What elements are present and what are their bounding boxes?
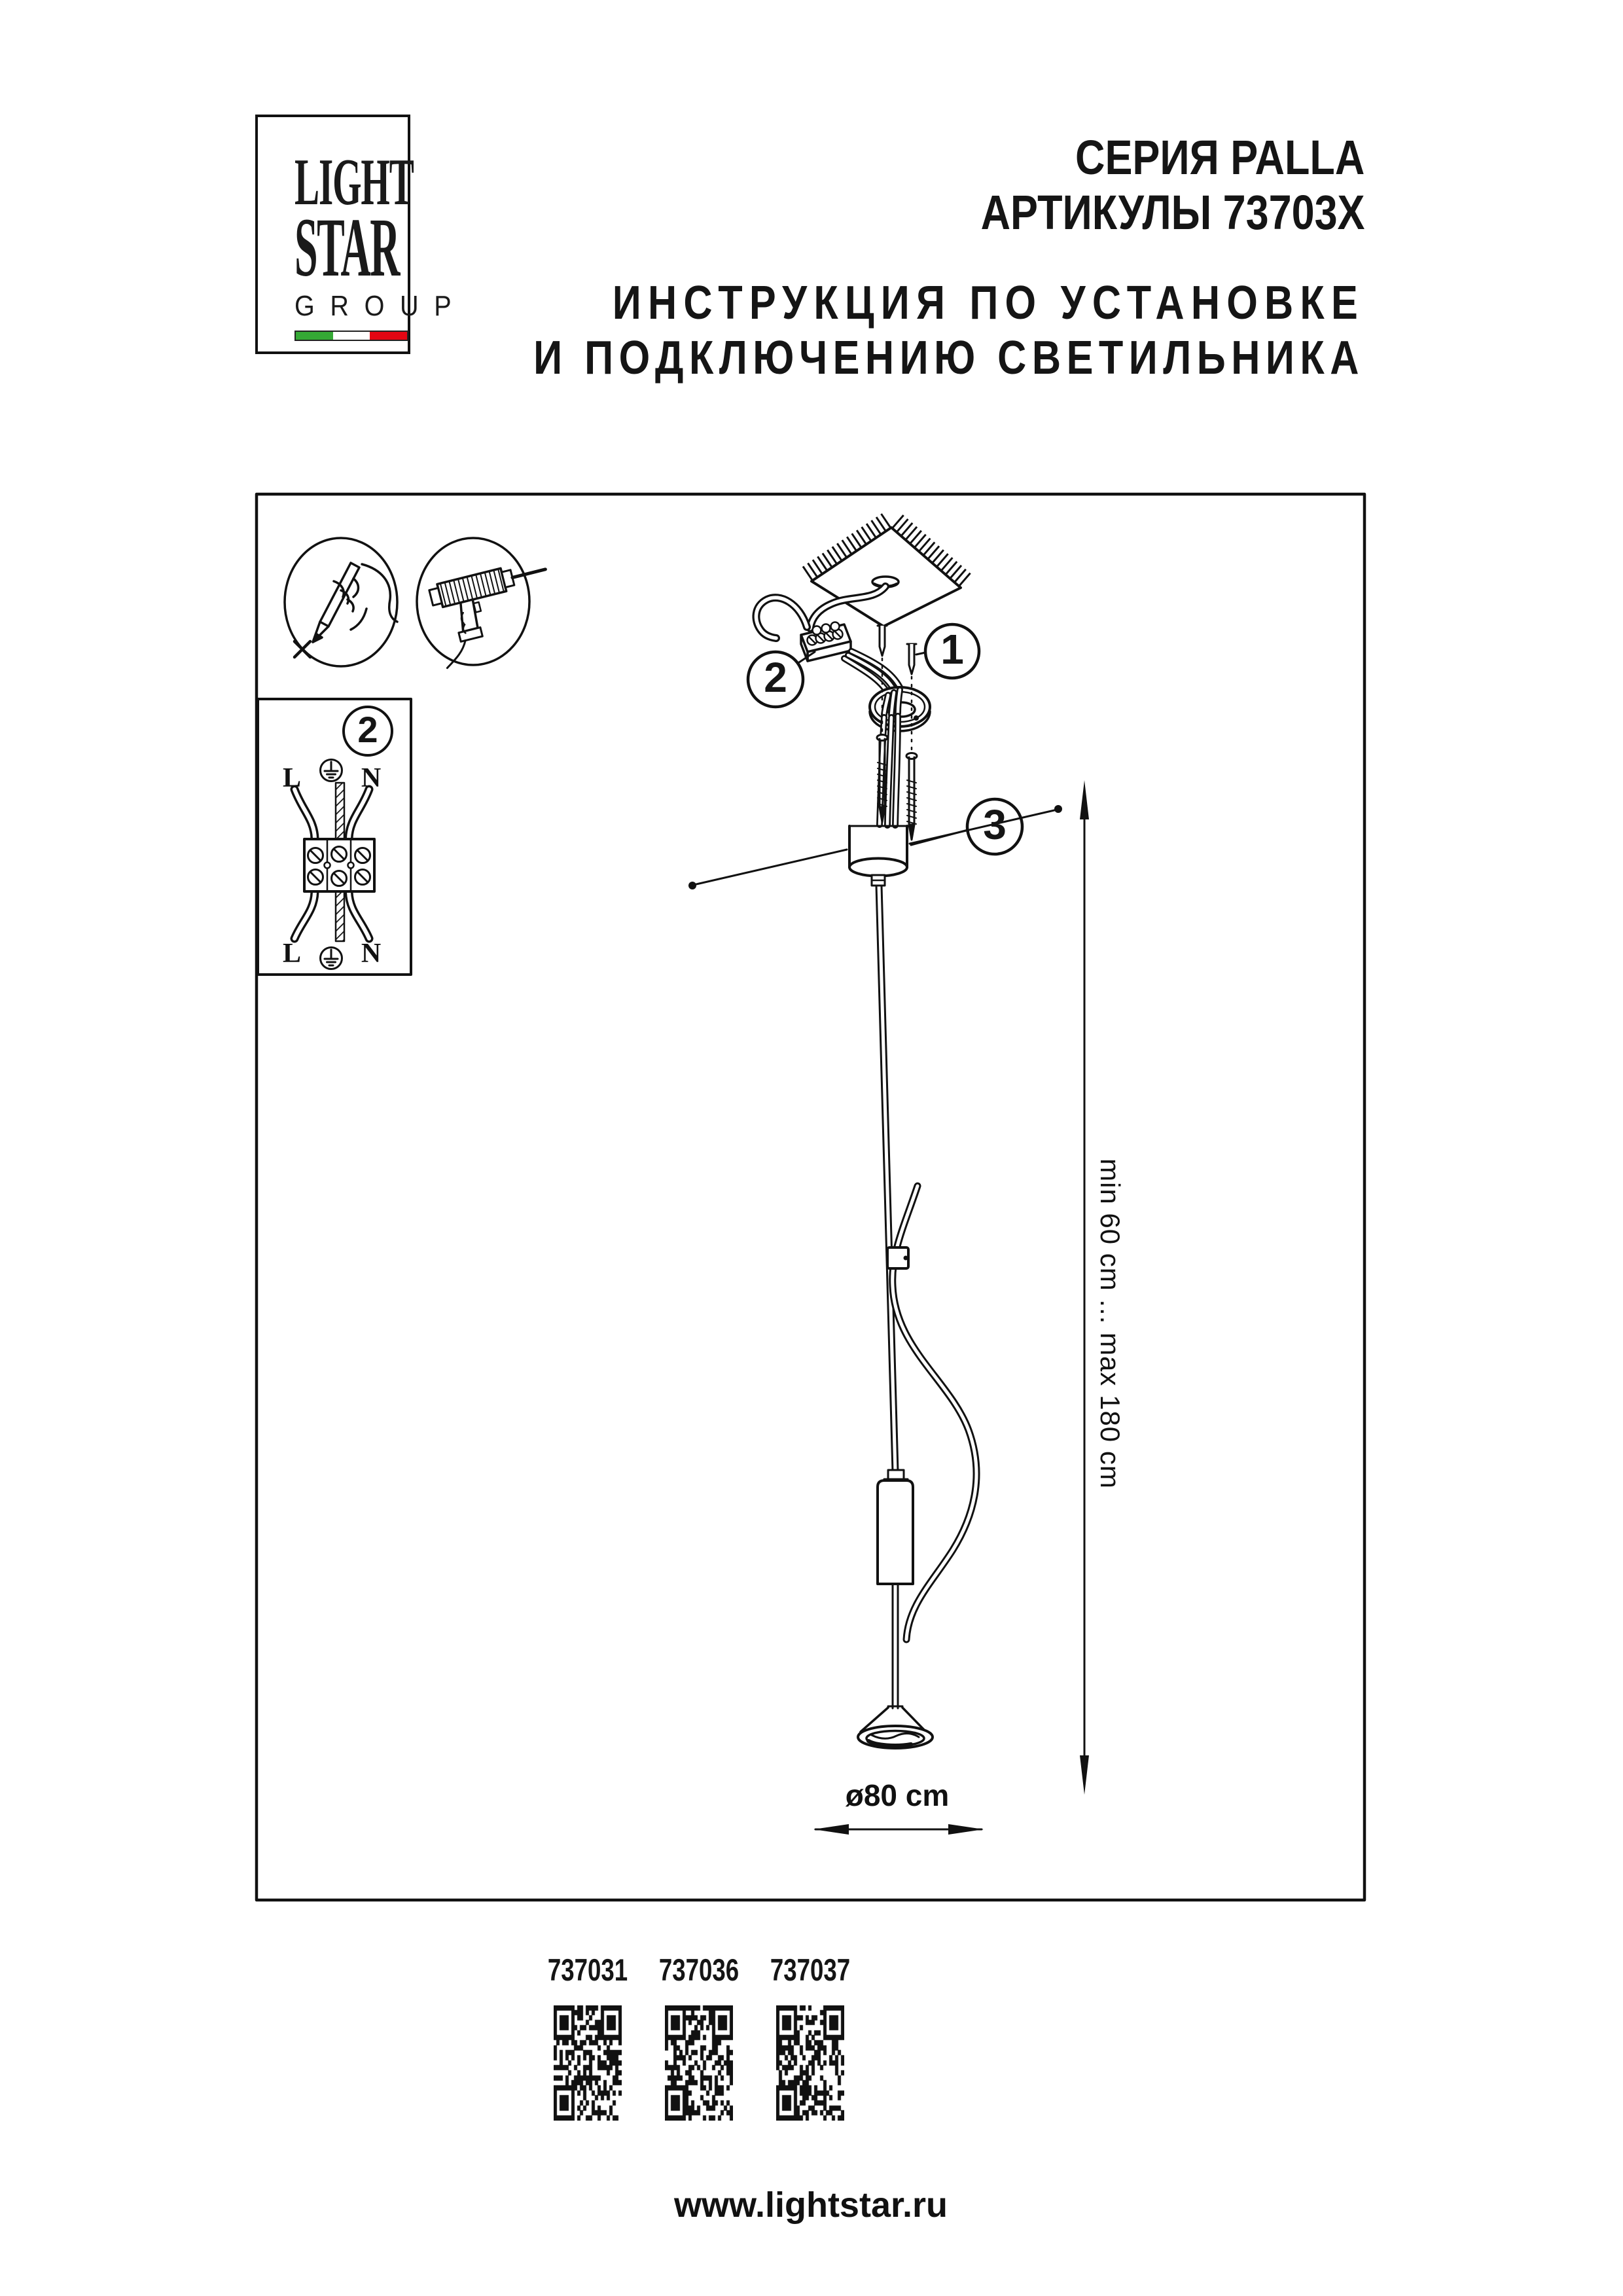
- suspension-cable: [876, 886, 898, 1471]
- logo-star-text: STAR: [294, 200, 399, 294]
- callout-3-number: 3: [983, 801, 1007, 849]
- wiring-label-top-n: N: [361, 763, 382, 794]
- qr-code-737031: [554, 2005, 622, 2121]
- canopy: [849, 826, 907, 886]
- drill-icon: [417, 538, 563, 668]
- article-number-1: 737031: [547, 1952, 628, 1987]
- header-series: СЕРИЯ PALLA: [1075, 130, 1364, 185]
- pencil-mark-icon: [285, 538, 397, 666]
- wiring-label-bottom-l: L: [282, 939, 302, 969]
- wiring-diagram: [258, 699, 411, 975]
- wiring-step-number: 2: [357, 708, 378, 750]
- logo-light-text: LIGHT: [294, 145, 414, 219]
- diameter-dimension: [813, 1824, 984, 1835]
- qr-code-737037: [776, 2005, 844, 2121]
- header-instruction-line2: И ПОДКЛЮЧЕНИЮ СВЕТИЛЬНИКА: [533, 332, 1364, 384]
- callout-2-number: 2: [764, 654, 787, 702]
- cone-shade: [858, 1706, 933, 1748]
- callout-1-number: 1: [940, 626, 964, 673]
- earth-wire-bar: [336, 783, 344, 839]
- article-number-3: 737037: [770, 1952, 851, 1987]
- height-dimension-label: min 60 cm ... max 180 cm: [1095, 1158, 1126, 1489]
- lamp-body: [878, 1470, 913, 1708]
- header-instruction-line1: ИНСТРУКЦИЯ ПО УСТАНОВКЕ: [612, 277, 1364, 329]
- ceiling-panel: [807, 520, 967, 626]
- height-dimension: [1080, 780, 1089, 1795]
- cable-clamp: [887, 1247, 908, 1268]
- main-figure-border: [257, 494, 1364, 1900]
- qr-code-737036: [665, 2005, 733, 2121]
- header-articles: АРТИКУЛЫ 73703X: [980, 185, 1364, 240]
- website-link: www.lightstar.ru: [673, 2185, 948, 2225]
- terminal-block: [304, 839, 374, 891]
- diameter-dimension-label: ø80 cm: [845, 1778, 950, 1812]
- wiring-label-bottom-n: N: [361, 939, 382, 969]
- wiring-label-top-l: L: [282, 763, 302, 794]
- article-number-2: 737036: [658, 1952, 740, 1987]
- logo-group-text: G R O U P: [294, 289, 455, 322]
- lamp-wires: [844, 651, 900, 692]
